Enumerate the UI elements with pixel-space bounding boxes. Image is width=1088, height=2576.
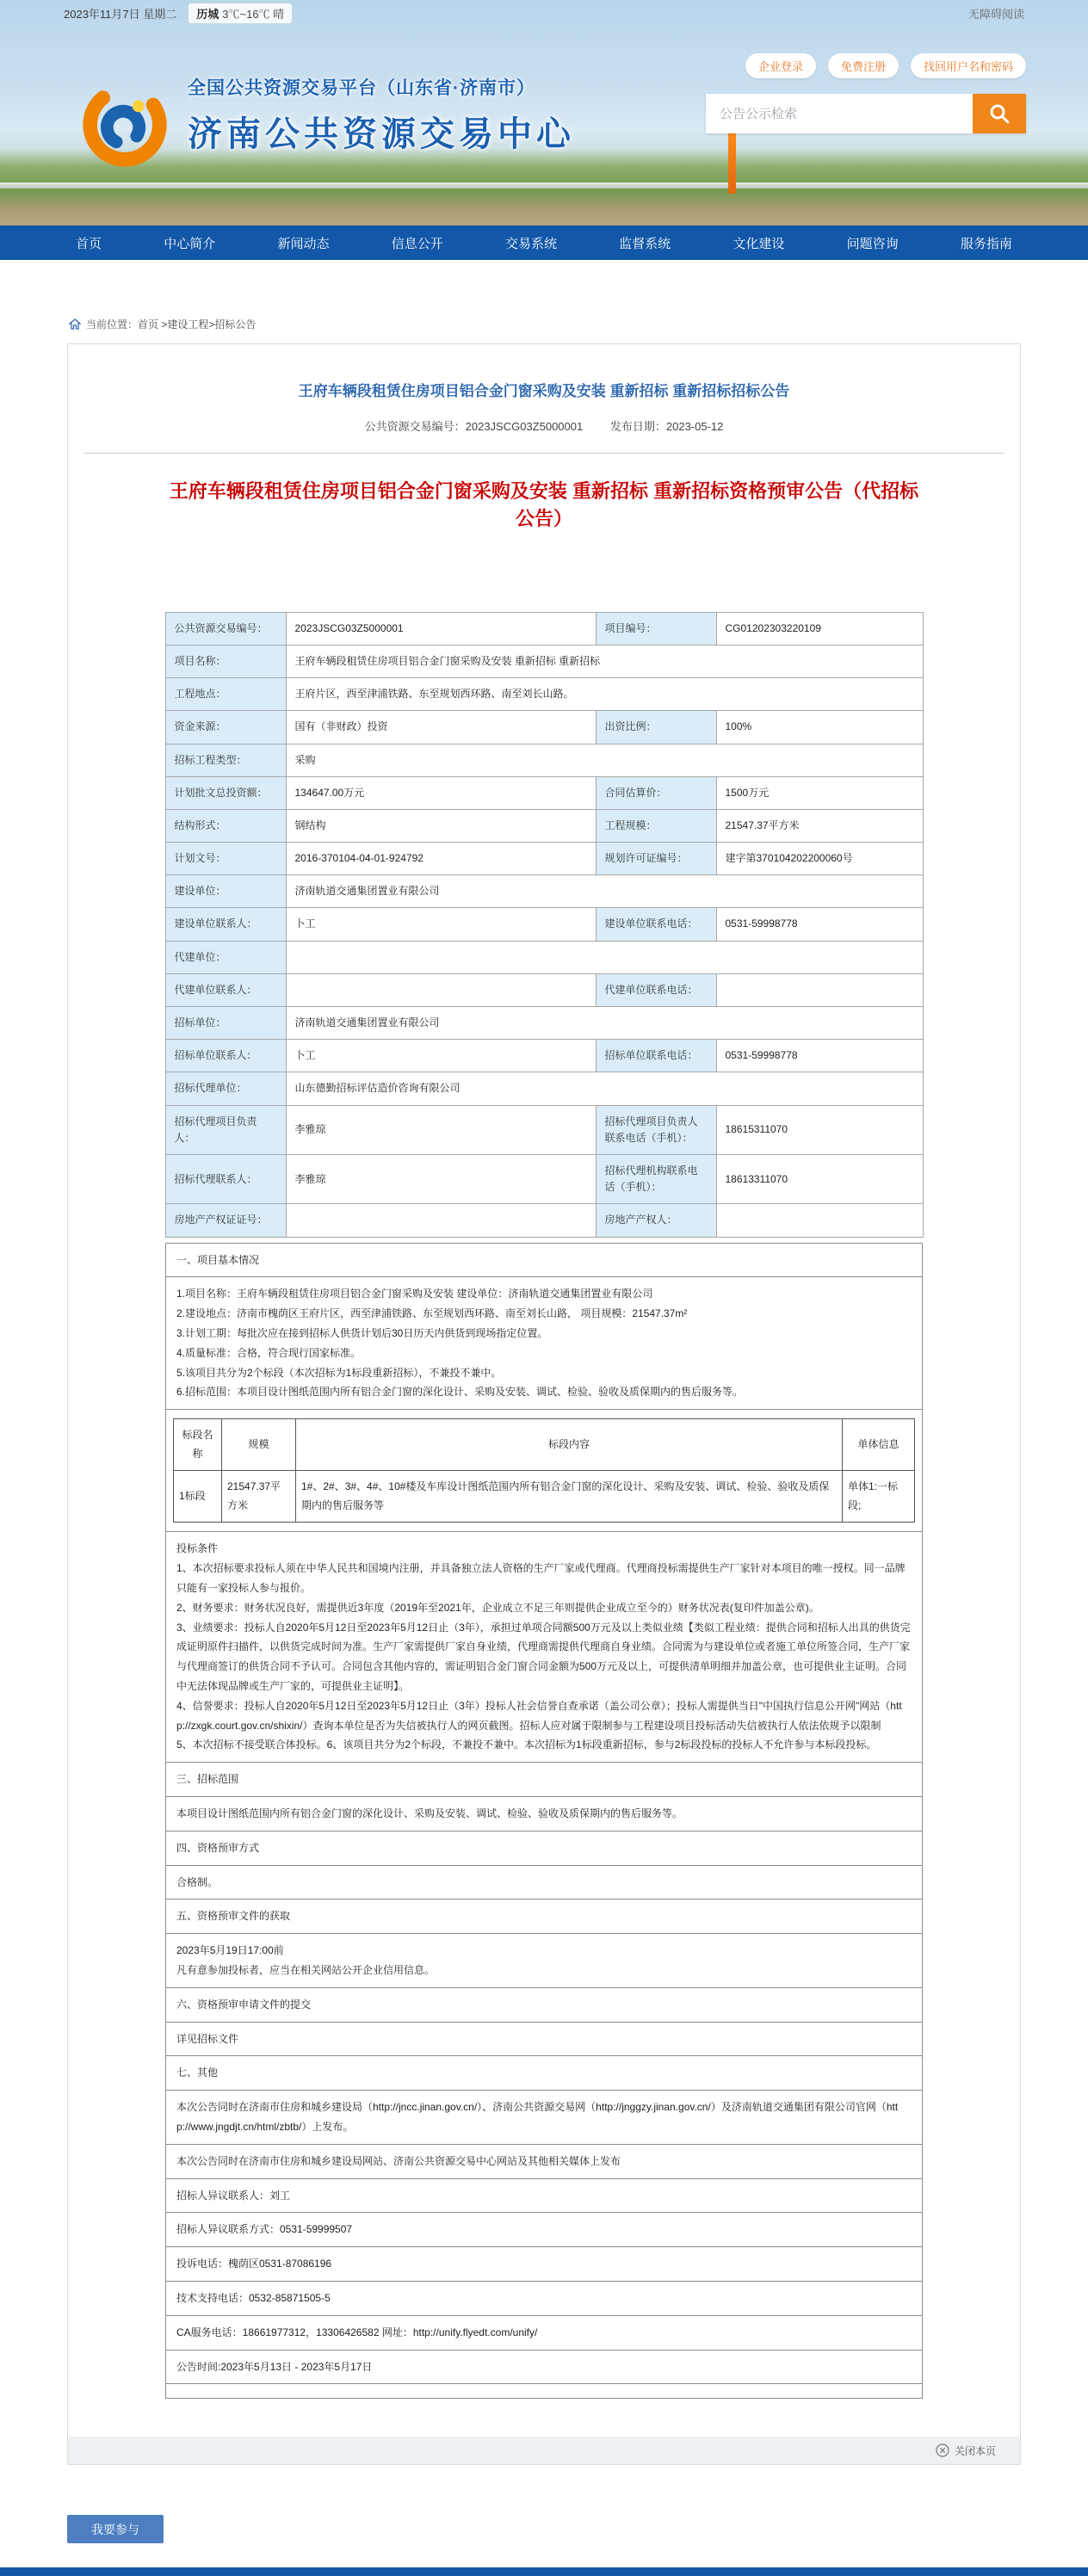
site-logo-icon bbox=[74, 74, 176, 176]
info-value-cell bbox=[286, 973, 596, 1006]
info-label-cell: 建设单位联系电话： bbox=[596, 908, 716, 941]
section-header: 五、资格预审文件的获取 bbox=[166, 1900, 923, 1934]
section-text bbox=[166, 1934, 923, 1988]
lot-table-wrapper bbox=[166, 1410, 923, 1532]
lot-table bbox=[173, 1418, 915, 1523]
section-row bbox=[166, 2350, 923, 2384]
info-value-cell: 国有（非财政）投资 bbox=[286, 711, 596, 744]
nav-item-首页[interactable]: 首页 bbox=[76, 236, 102, 251]
site-title: 济南公共资源交易中心 bbox=[188, 115, 575, 153]
info-label-cell: 资金来源： bbox=[165, 711, 286, 744]
info-label-cell: 出资比例： bbox=[596, 711, 716, 744]
section-row bbox=[166, 1987, 923, 2022]
search-icon bbox=[988, 102, 1011, 125]
close-page-button[interactable] bbox=[68, 2437, 1020, 2464]
lot-table-cell: 单体1:一标段; bbox=[843, 1471, 915, 1523]
section-line: CA服务电话：18661977312，13306426582 网址：http://unify.flyedt.com/unify/ bbox=[176, 2326, 538, 2338]
info-row bbox=[165, 1154, 923, 1203]
info-value-cell: 济南轨道交通集团置业有限公司 bbox=[286, 1007, 923, 1040]
section-header: 六、资格预审申请文件的提交 bbox=[166, 1987, 923, 2022]
info-value-cell: 2023JSCG03Z5000001 bbox=[286, 612, 596, 645]
info-label-cell: 规划许可证编号： bbox=[596, 843, 716, 875]
section-row bbox=[166, 1532, 923, 1763]
info-value-cell: 钢结构 bbox=[286, 809, 596, 842]
section-line: 投标条件 bbox=[176, 1542, 219, 1555]
info-row bbox=[165, 1040, 923, 1072]
section-line: 招标人异议联系方式：0531-59999507 bbox=[176, 2223, 353, 2236]
section-text bbox=[166, 1865, 923, 1900]
site-titles bbox=[188, 62, 575, 156]
info-label-cell: 代建单位联系电话： bbox=[596, 973, 716, 1006]
info-label-cell: 结构形式： bbox=[165, 809, 286, 842]
weather-temp: 3℃~16℃ 晴 bbox=[222, 7, 285, 21]
section-line: 本次公告同时在济南市住房和城乡建设局（http://jncc.jinan.gov.cn/）、济南公共资源交易网（http://jnggzy.jinan.gov.cn/）及济南轨道交通集团有限公司官网（http://www.jngdjt.cn/html/zbtb/）上发布。 bbox=[176, 2101, 899, 2134]
info-label-cell: 建设单位： bbox=[165, 875, 286, 908]
search-bar bbox=[706, 94, 1026, 133]
search-input[interactable] bbox=[706, 94, 973, 133]
section-header: 一、项目基本情况 bbox=[166, 1243, 923, 1277]
info-label-cell: 代建单位联系人： bbox=[165, 973, 286, 1006]
header-right bbox=[706, 53, 1026, 133]
weather-chip bbox=[189, 3, 292, 23]
info-label-cell: 招标单位联系人： bbox=[165, 1040, 286, 1072]
section-row bbox=[166, 2282, 923, 2316]
section-row bbox=[166, 1900, 923, 1934]
divider bbox=[83, 453, 1005, 454]
info-value-cell: 王府片区，西至津浦铁路、东至规划西环路、南至刘长山路。 bbox=[286, 678, 923, 711]
section-row bbox=[166, 1410, 923, 1532]
info-value-cell: 0531-59998778 bbox=[716, 908, 923, 941]
site-banner bbox=[0, 0, 1088, 225]
nav-item-文化建设[interactable]: 文化建设 bbox=[733, 236, 785, 251]
logo-block bbox=[74, 62, 575, 176]
section-line: 2、财务要求：财务状况良好，需提供近3年度（2019年至2021年，企业成立不足三年则提供企业成立至今的）财务状况表(复印件加盖公章)。 bbox=[176, 1601, 819, 1614]
info-label-cell: 招标单位： bbox=[165, 1007, 286, 1040]
info-row bbox=[165, 941, 923, 973]
account-link[interactable]: 企业登录 bbox=[745, 53, 816, 78]
section-row bbox=[166, 1243, 923, 1277]
section-line: 凡有意参加投标者，应当在相关网站公开企业信用信息。 bbox=[176, 1964, 436, 1977]
info-value-cell: 山东德勤招标评估造价咨询有限公司 bbox=[286, 1072, 923, 1105]
section-row bbox=[166, 2022, 923, 2056]
info-row bbox=[165, 875, 923, 908]
section-line: 本项目设计图纸范围内所有铝合金门窗的深化设计、采购及安装、调试、检验、验收及质保期内的售后服务等。 bbox=[176, 1807, 683, 1820]
section-text bbox=[166, 2022, 923, 2056]
info-value-cell: 2016-370104-04-01-924792 bbox=[286, 843, 596, 875]
info-row bbox=[165, 711, 923, 744]
date-text: 2023年11月7日 星期二 bbox=[64, 7, 177, 21]
notice-meta bbox=[68, 417, 1020, 434]
section-row bbox=[166, 2247, 923, 2282]
info-label-cell: 计划批文总投资额： bbox=[165, 776, 286, 809]
section-row bbox=[166, 2178, 923, 2213]
info-value-cell: 134647.00万元 bbox=[286, 776, 596, 809]
section-line: 合格制。 bbox=[176, 1875, 219, 1888]
info-value-cell: 建字第370104202200060号 bbox=[716, 843, 923, 875]
nav-item-问题咨询[interactable]: 问题咨询 bbox=[846, 236, 899, 251]
info-row bbox=[165, 678, 923, 711]
section-line: 5、本次招标不接受联合体投标。6、该项目共分为2个标段，不兼投不兼中。本次招标为1标段重新招标，参与2标段投标的投标人不允许参与本标段投标。 bbox=[176, 1739, 877, 1751]
info-label-cell: 合同估算价： bbox=[596, 776, 716, 809]
info-value-cell: 卜工 bbox=[286, 1040, 596, 1072]
section-line: 4、信誉要求：投标人自2020年5月12日至2023年5月12日止（3年）投标人社会信誉自查承诺（盖公司公章）；投标人需提供当日"中国执行信息公开网"网站（http://zxgk.court.gov.cn/shixin/）查询本单位是否为失信被执行人的网页截图。招标人应对属于限制参与工程建设项目投标活动失信被执行人依法依规予以限制 bbox=[176, 1699, 902, 1732]
section-header: 四、资格预审方式 bbox=[166, 1831, 923, 1865]
info-value-cell: 李雅琼 bbox=[286, 1105, 596, 1154]
info-row bbox=[165, 776, 923, 809]
lot-table-header: 单体信息 bbox=[843, 1419, 915, 1471]
nav-item-中心简介[interactable]: 中心简介 bbox=[164, 236, 216, 251]
account-link[interactable]: 免费注册 bbox=[828, 53, 899, 78]
info-label-cell: 招标工程类型： bbox=[165, 744, 286, 776]
info-value-cell: 济南轨道交通集团置业有限公司 bbox=[286, 875, 923, 908]
lot-table-cell: 1#、2#、3#、4#、10#楼及车库设计图纸范围内所有铝合金门窗的深化设计、采购及安装、调试、检验、验收及质保期内的售后服务等 bbox=[296, 1471, 843, 1523]
info-label-cell: 招标代理机构联系电话（手机）： bbox=[596, 1154, 716, 1203]
notice-title: 王府车辆段租赁住房项目铝合金门窗采购及安装 重新招标 重新招标招标公告 bbox=[298, 383, 790, 399]
nav-item-新闻动态[interactable]: 新闻动态 bbox=[277, 236, 330, 251]
section-row bbox=[166, 1277, 923, 1410]
info-value-cell: 王府车辆段租赁住房项目铝合金门窗采购及安装 重新招标 重新招标 bbox=[286, 645, 923, 677]
info-value-cell: 李雅琼 bbox=[286, 1154, 596, 1203]
section-text bbox=[166, 1797, 923, 1832]
info-label-cell: 招标代理联系人： bbox=[165, 1154, 286, 1203]
section-line: 6.招标范围：本项目设计图纸范围内所有铝合金门窗的深化设计、采购及安装、调试、检验、验收及质保期内的售后服务等。 bbox=[176, 1386, 744, 1399]
section-line: 3.计划工期：每批次应在接到招标人供货计划后30日历天内供货到现场指定位置。 bbox=[176, 1326, 548, 1339]
section-row bbox=[166, 2315, 923, 2350]
section-header: 三、招标范围 bbox=[166, 1763, 923, 1797]
project-info-table bbox=[165, 612, 924, 1238]
section-row bbox=[166, 1865, 923, 1900]
info-label-cell: 招标代理项目负责人： bbox=[165, 1105, 286, 1154]
info-label-cell: 招标代理项目负责人联系电话（手机）： bbox=[596, 1105, 716, 1154]
info-value-cell: 100% bbox=[716, 711, 923, 744]
info-label-cell: 工程规模： bbox=[596, 809, 716, 842]
info-label-cell: 建设单位联系人： bbox=[165, 908, 286, 941]
nav-item-监督系统[interactable]: 监督系统 bbox=[619, 236, 671, 251]
info-row bbox=[165, 843, 923, 875]
info-value-cell: 卜工 bbox=[286, 908, 596, 941]
section-header: 七、其他 bbox=[166, 2056, 923, 2091]
section-line: 5.该项目共分为2个标段（本次招标为1标段重新招标），不兼投不兼中。 bbox=[176, 1366, 502, 1379]
footer-strip bbox=[0, 2567, 1088, 2576]
platform-title: 全国公共资源交易平台（山东省·济南市） bbox=[188, 78, 535, 98]
info-row bbox=[165, 1007, 923, 1040]
section-text bbox=[166, 2144, 923, 2178]
section-line: 本次公告同时在济南市住房和城乡建设局网站、济南公共资源交易中心网站及其他相关媒体上发布 bbox=[176, 2154, 621, 2167]
section-text bbox=[166, 2384, 923, 2399]
info-row bbox=[165, 908, 923, 941]
info-value-cell bbox=[716, 1204, 923, 1237]
info-label-cell: 房地产产权证证号： bbox=[165, 1204, 286, 1237]
info-label-cell: 公共资源交易编号： bbox=[165, 612, 286, 645]
section-line: 2.建设地点：济南市槐荫区王府片区，西至津浦铁路、东至规划西环路、南至刘长山路， 项目规模：21547.37m² bbox=[176, 1307, 688, 1320]
section-row bbox=[166, 1831, 923, 1865]
bridge-deck-decoration bbox=[0, 182, 1088, 188]
section-text bbox=[166, 2282, 923, 2316]
section-line: 技术支持电话：0532-85871505-5 bbox=[176, 2292, 331, 2304]
lot-table-cell: 21547.37平方米 bbox=[222, 1471, 296, 1523]
info-label-cell: 项目名称： bbox=[165, 645, 286, 677]
section-line: 1、本次招标要求投标人须在中华人民共和国境内注册，并具备独立法人资格的生产厂家或代理商。代理商投标需提供生产厂家针对本项目的唯一授权。同一品牌只能有一家投标人参与报价。 bbox=[176, 1562, 906, 1595]
notice-card bbox=[67, 343, 1021, 2465]
lot-table-header: 标段名称 bbox=[174, 1419, 222, 1471]
publish-date-value: 2023-05-12 bbox=[665, 420, 724, 433]
info-label-cell: 招标代理单位： bbox=[165, 1072, 286, 1105]
section-row bbox=[166, 1934, 923, 1988]
close-icon bbox=[936, 2443, 949, 2457]
section-line: 投诉电话：槐荫区0531-87086196 bbox=[176, 2258, 332, 2270]
section-row bbox=[166, 2144, 923, 2178]
lot-table-header: 规模 bbox=[222, 1419, 296, 1471]
section-line: 1.项目名称：王府车辆段租赁住房项目铝合金门窗采购及安装 建设单位：济南轨道交通集团置业有限公司 bbox=[176, 1288, 653, 1300]
info-row bbox=[165, 809, 923, 842]
section-line: 4.质量标准：合格，符合现行国家标准。 bbox=[176, 1346, 362, 1359]
trade-no-value: 2023JSCG03Z5000001 bbox=[465, 420, 584, 433]
info-row bbox=[165, 612, 923, 645]
info-value-cell: 21547.37平方米 bbox=[716, 809, 923, 842]
section-text bbox=[166, 1277, 923, 1410]
info-row bbox=[165, 1105, 923, 1154]
info-value-cell: 18613311070 bbox=[716, 1154, 923, 1203]
section-text bbox=[166, 2091, 923, 2145]
info-label-cell: 计划文号： bbox=[165, 843, 286, 875]
section-line: 招标人异议联系人：刘工 bbox=[176, 2189, 291, 2202]
section-row bbox=[166, 2213, 923, 2247]
prequalification-title: 王府车辆段租赁住房项目铝合金门窗采购及安装 重新招标 重新招标资格预审公告（代招标公告） bbox=[169, 480, 919, 529]
section-line: 详见招标文件 bbox=[176, 2032, 239, 2045]
section-row bbox=[166, 1763, 923, 1797]
nav-item-服务指南[interactable]: 服务指南 bbox=[960, 236, 1012, 251]
publish-date-label: 发布日期： bbox=[609, 420, 666, 433]
section-row bbox=[166, 1797, 923, 1832]
info-value-cell bbox=[286, 1204, 596, 1237]
info-value-cell: 1500万元 bbox=[716, 776, 923, 809]
section-text bbox=[166, 2213, 923, 2247]
section-text bbox=[166, 2350, 923, 2384]
notice-sections-table bbox=[165, 1243, 923, 2400]
nav-item-交易系统[interactable]: 交易系统 bbox=[504, 236, 557, 251]
section-text bbox=[166, 2315, 923, 2350]
breadcrumb bbox=[69, 317, 1088, 331]
trade-no-label: 公共资源交易编号： bbox=[364, 420, 466, 433]
weather-district: 历城 bbox=[196, 7, 219, 21]
info-label-cell: 招标单位联系电话： bbox=[596, 1040, 716, 1072]
info-label-cell: 房地产产权人： bbox=[596, 1204, 716, 1237]
info-label-cell: 代建单位： bbox=[165, 941, 286, 973]
info-value-cell: CG01202303220109 bbox=[716, 612, 923, 645]
section-text bbox=[166, 1532, 923, 1763]
info-row bbox=[165, 1072, 923, 1105]
account-link[interactable]: 找回用户名和密码 bbox=[911, 53, 1026, 78]
lot-table-row bbox=[174, 1471, 915, 1523]
account-links bbox=[706, 53, 1026, 78]
info-value-cell: 采购 bbox=[286, 744, 923, 776]
info-row bbox=[165, 744, 923, 776]
breadcrumb-path[interactable]: 首页 >建设工程>招标公告 bbox=[138, 318, 257, 330]
nav-item-信息公开[interactable]: 信息公开 bbox=[391, 236, 443, 251]
lot-table-header: 标段内容 bbox=[296, 1419, 843, 1471]
info-label-cell: 项目编号： bbox=[596, 612, 716, 645]
section-row bbox=[166, 2091, 923, 2145]
info-value-cell bbox=[716, 973, 923, 1006]
close-page-label: 关闭本页 bbox=[954, 2444, 996, 2457]
section-line: 3、业绩要求：投标人自2020年5月12日至2023年5月12日止（3年），承担过单项合同额500万元及以上类似业绩【类似工程业绩：提供合同和招标人出具的供货完成证明原件扫描件，以供货完成时间为准。生产厂家需提供厂家自身业绩，代理商需提供代理商自身业绩。合同需为与建设单位或者施工单位所签合同，生产厂家与代理商签订的供货合同不予认可。合同包含其他内容的，需证明铝合金门窗合同金额为500万元及以上，可提供清单明细并加盖公章，也可提供业主证明。合同中无法体现品牌或生产厂家的，可提供业主证明】。 bbox=[176, 1621, 911, 1693]
info-value-cell: 18615311070 bbox=[716, 1105, 923, 1154]
info-row bbox=[165, 645, 923, 677]
accessibility-link[interactable]: 无障碍阅读 bbox=[967, 7, 1024, 21]
section-text bbox=[166, 2247, 923, 2282]
home-icon bbox=[69, 318, 81, 330]
breadcrumb-prefix: 当前位置： bbox=[86, 318, 139, 330]
info-label-cell: 工程地点： bbox=[165, 678, 286, 711]
info-value-cell bbox=[286, 941, 923, 973]
main-nav bbox=[0, 225, 1088, 260]
info-row bbox=[165, 973, 923, 1006]
info-row bbox=[165, 1204, 923, 1237]
bridge-pylon-decoration bbox=[728, 129, 736, 194]
info-value-cell: 0531-59998778 bbox=[716, 1040, 923, 1072]
section-row bbox=[166, 2384, 923, 2399]
section-text bbox=[166, 2178, 923, 2213]
top-strip bbox=[0, 0, 1088, 26]
section-row bbox=[166, 2056, 923, 2091]
section-line: 公告时间:2023年5月13日 - 2023年5月17日 bbox=[176, 2360, 373, 2373]
lot-table-cell: 1标段 bbox=[174, 1471, 222, 1523]
search-button[interactable] bbox=[973, 94, 1026, 133]
section-line: 2023年5月19日17:00前 bbox=[176, 1944, 284, 1957]
participate-button[interactable]: 我要参与 bbox=[67, 2515, 164, 2543]
